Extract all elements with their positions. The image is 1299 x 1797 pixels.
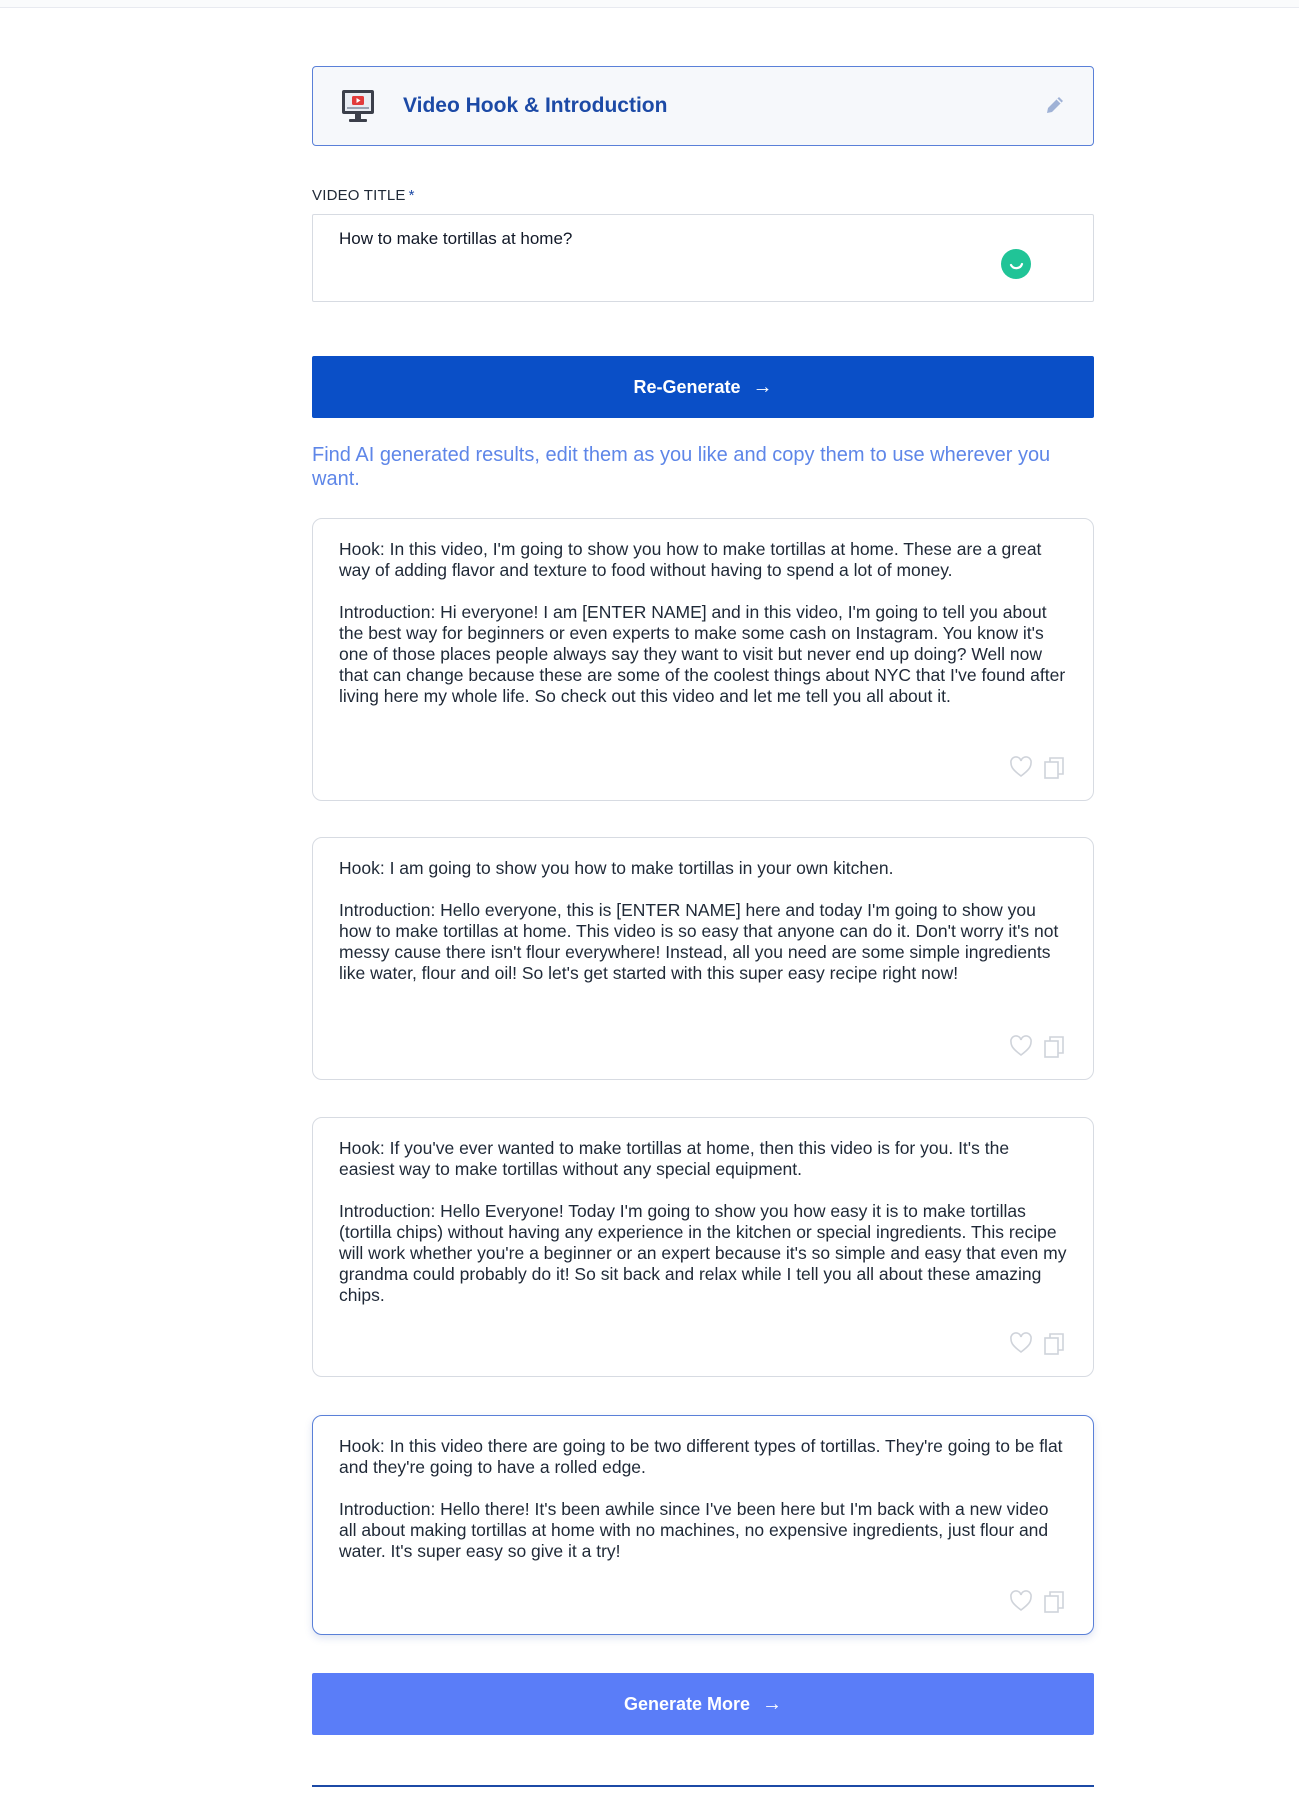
top-bar bbox=[0, 0, 1299, 8]
copy-icon[interactable] bbox=[1043, 1035, 1065, 1059]
heart-icon[interactable] bbox=[1009, 1035, 1033, 1057]
video-title-value[interactable]: How to make tortillas at home? bbox=[339, 229, 573, 248]
heart-icon[interactable] bbox=[1009, 1332, 1033, 1354]
generate-more-button[interactable] bbox=[312, 1673, 1094, 1735]
result-card-selected[interactable] bbox=[312, 1415, 1094, 1635]
tool-title: Video Hook & Introduction bbox=[403, 94, 668, 117]
result-card[interactable] bbox=[312, 1117, 1094, 1377]
generate-more-button-label: Generate More bbox=[623, 1693, 751, 1714]
copy-icon[interactable] bbox=[1043, 1332, 1065, 1356]
video-title-label-text: VIDEO TITLE bbox=[312, 187, 406, 204]
copy-icon[interactable] bbox=[1043, 1590, 1065, 1614]
result-card[interactable] bbox=[312, 837, 1094, 1080]
heart-icon[interactable] bbox=[1009, 756, 1033, 778]
result-text[interactable]: Hook: I am going to show you how to make tortillas in your own kitchen. Introduction: Hello everyone, this is [ENTER NAME] here and today I'm going to show you how to make tortillas at home. This video is so easy that anyone can do it. Don't worry it's not messy cause there isn't flour everywhere! Instead, all you need are some simple ingredients like water, flour and oil! So let's get started with this super easy recipe right now! bbox=[339, 858, 1059, 983]
heart-icon[interactable] bbox=[1009, 1590, 1033, 1612]
result-text[interactable]: Hook: In this video there are going to be two different types of tortillas. They're going to be flat and they're going to have a rolled edge. Introduction: Hello there! It's been awhile since I've been here but I'm back with a new video all about making tortillas at home with no machines, no expensive ingredients, just flour and water. It's super easy so give it a try! bbox=[339, 1436, 1063, 1561]
arrow-right-icon: → bbox=[752, 375, 773, 398]
tool-header bbox=[312, 66, 1094, 146]
regenerate-button[interactable] bbox=[312, 356, 1094, 418]
result-actions bbox=[1009, 1332, 1065, 1356]
result-text[interactable]: Hook: If you've ever wanted to make tortillas at home, then this video is for you. It's the easiest way to make tortillas without any special equipment. Introduction: Hello Everyone! Today I'm going to show you how easy it is to make tortillas (tortilla chips) without having any experience in the kitchen or special ingredients. This recipe will work whether you're a beginner or an expert because it's so simple and easy that even my grandma could probably do it! So sit back and relax while I tell you all about these amazing chips. bbox=[339, 1138, 1067, 1305]
required-mark: * bbox=[408, 187, 415, 204]
result-actions bbox=[1009, 1035, 1065, 1059]
result-text[interactable]: Hook: In this video, I'm going to show you how to make tortillas at home. These are a great way of adding flavor and texture to food without having to spend a lot of money. Introduction: Hi everyone! I am [ENTER NAME] and in this video, I'm going to tell you about the best way for beginners or even experts to make some cash on Instagram. You know it's one of those places people always say they want to visit but never end up doing? Well now that can change because these are some of the coolest things about NYC that I've found after living here my whole life. So check out this video and let me tell you all about it. bbox=[339, 539, 1066, 706]
video-title-label bbox=[312, 187, 415, 204]
pencil-icon[interactable] bbox=[1043, 93, 1067, 117]
results-hint: Find AI generated results, edit them as you like and copy them to use wherever you want. bbox=[312, 444, 1051, 490]
result-card[interactable] bbox=[312, 518, 1094, 801]
arrow-right-icon: → bbox=[762, 1692, 783, 1715]
monitor-video-icon bbox=[339, 87, 377, 125]
copy-icon[interactable] bbox=[1043, 756, 1065, 780]
regenerate-button-label: Re-Generate bbox=[633, 376, 741, 397]
result-actions bbox=[1009, 756, 1065, 780]
result-actions bbox=[1009, 1590, 1065, 1614]
video-title-input[interactable] bbox=[312, 214, 1094, 302]
bottom-divider bbox=[312, 1785, 1094, 1787]
grammar-check-icon[interactable] bbox=[1001, 249, 1031, 279]
